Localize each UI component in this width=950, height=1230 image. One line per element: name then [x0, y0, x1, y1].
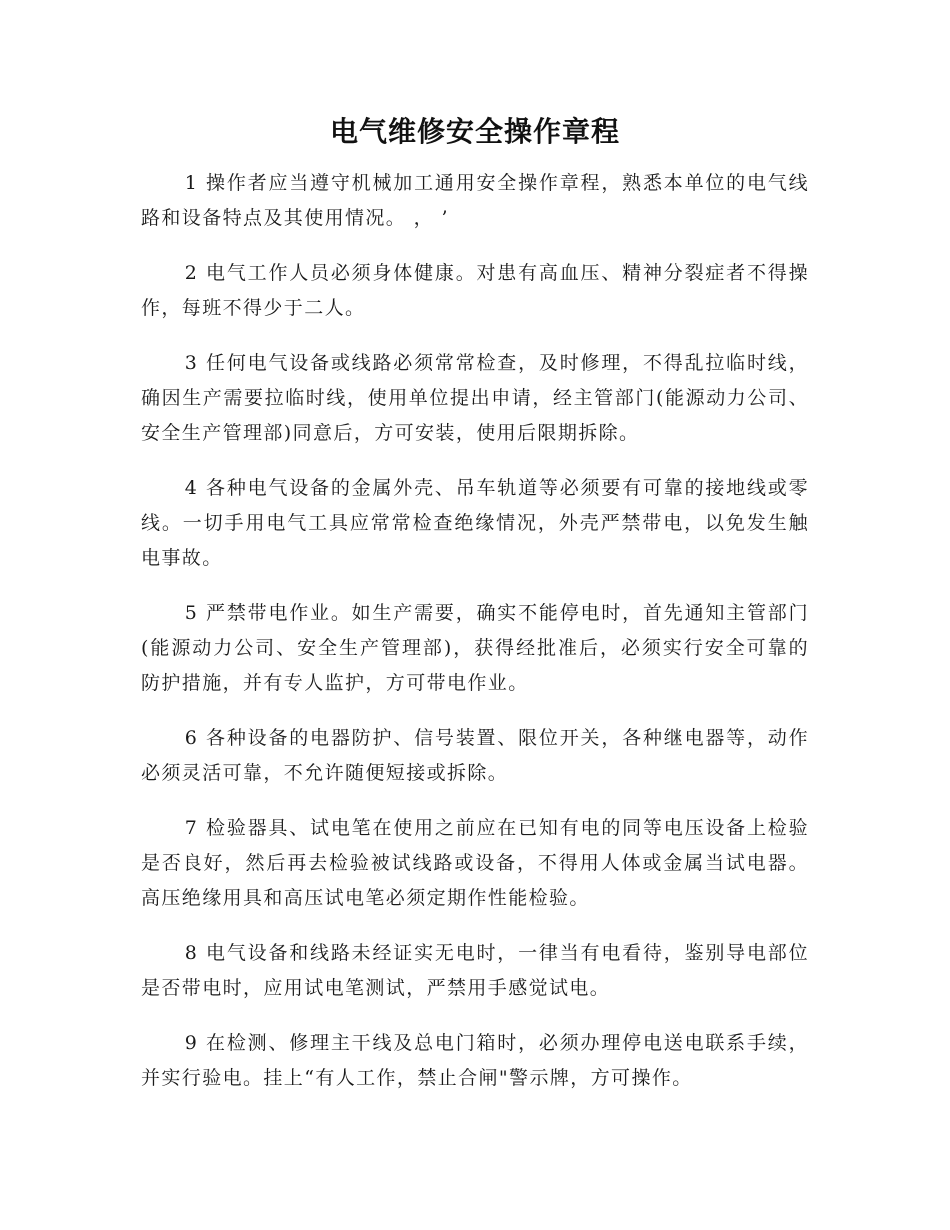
paragraph-2: 2 电气工作人员必须身体健康。对患有高血压、精神分裂症者不得操作，每班不得少于二人。 [141, 262, 809, 319]
paragraph-7: 7 检验器具、试电笔在使用之前应在已知有电的同等电压设备上检验是否良好，然后再去检验被试线路或设备，不得用人体或金属当试电器。高压绝缘用具和高压试电笔必须定期作性能检验。 [141, 817, 809, 909]
paragraph-4: 4 各种电气设备的金属外壳、吊车轨道等必须要有可靠的接地线或零线。一切手用电气工具应常常检查绝缘情况，外壳严禁带电，以免发生触电事故。 [141, 477, 809, 569]
paragraph-8: 8 电气设备和线路未经证实无电时，一律当有电看待，鉴别导电部位是否带电时，应用试电笔测试，严禁用手感觉试电。 [141, 942, 809, 999]
paragraph-9: 9 在检测、修理主干线及总电门箱时，必须办理停电送电联系手续，并实行验电。挂上“有人工作，禁止合闸"警示牌，方可操作。 [141, 1032, 809, 1089]
paragraph-5: 5 严禁带电作业。如生产需要，确实不能停电时，首先通知主管部门(能源动力公司、安全生产管理部)，获得经批准后，必须实行安全可靠的防护措施，并有专人监护，方可带电作业。 [141, 602, 809, 694]
paragraph-6: 6 各种设备的电器防护、信号装置、限位开关，各种继电器等，动作必须灵活可靠，不允许随便短接或拆除。 [141, 727, 809, 784]
paragraph-1: 1 操作者应当遵守机械加工通用安全操作章程，熟悉本单位的电气线路和设备特点及其使用情况。 ， ’ [141, 172, 809, 229]
document-body [141, 166, 809, 1116]
paragraph-3: 3 任何电气设备或线路必须常常检查，及时修理，不得乱拉临时线，确因生产需要拉临时线，使用单位提出申请，经主管部门(能源动力公司、安全生产管理部)同意后，方可安装，使用后限期拆除。 [141, 352, 809, 444]
document-title: 电气维修安全操作章程 [329, 115, 620, 148]
